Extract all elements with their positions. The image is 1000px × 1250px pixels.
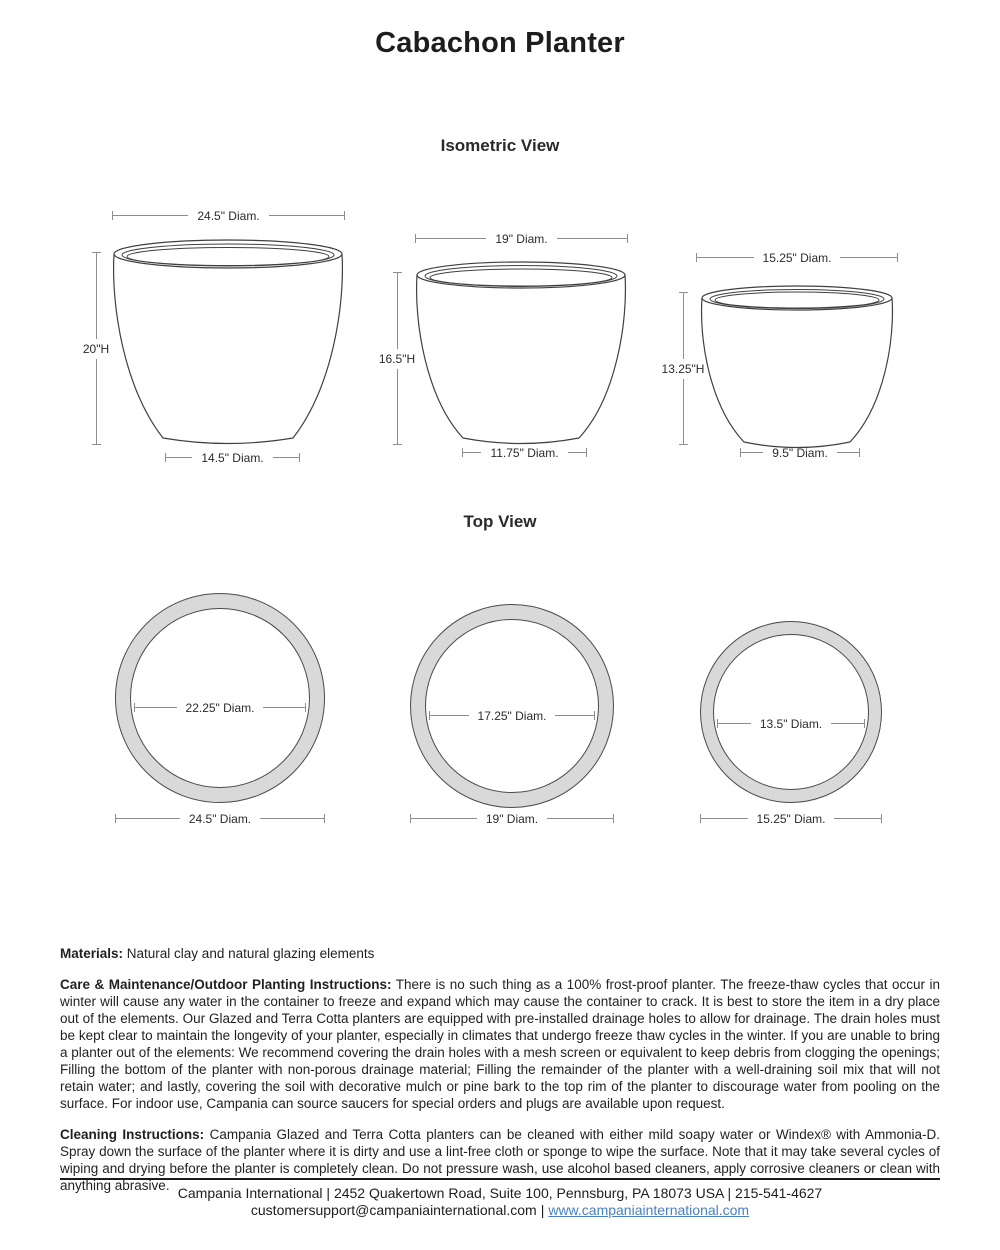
dimension-label: 14.5" Diam.	[201, 450, 264, 465]
footer-address-line: Campania International | 2452 Quakertown Road, Suite 100, Pennsburg, PA 18073 USA | 215-541-4627	[177, 1185, 823, 1201]
footer-contact-line	[60, 1202, 940, 1219]
dimension-line	[555, 715, 594, 716]
dimension-line	[557, 238, 627, 239]
dimension-label: 11.75" Diam.	[490, 445, 559, 460]
isometric-view-heading: Isometric View	[440, 136, 560, 155]
dimension-top-diameter-small	[696, 250, 898, 265]
dimension-label: 24.5" Diam.	[188, 811, 252, 826]
dimension-tick	[864, 719, 865, 728]
dimension-bottom-diameter-large	[165, 450, 300, 465]
dimension-label: 19" Diam.	[495, 231, 548, 246]
dimension-outer-diameter-medium	[410, 811, 614, 826]
dimension-line	[397, 369, 398, 445]
dimension-line	[96, 253, 97, 339]
dimension-label: 15.25" Diam.	[756, 811, 826, 826]
footer-email: customersupport@campaniainternational.com	[250, 1202, 537, 1218]
dimension-tick	[324, 814, 325, 823]
dimension-tick	[627, 234, 628, 243]
dimension-line	[269, 215, 344, 216]
dimension-line	[701, 818, 748, 819]
dimension-label: 9.5" Diam.	[772, 445, 828, 460]
dimension-line	[273, 457, 299, 458]
materials-text: Natural clay and natural glazing elements	[123, 946, 375, 961]
dimension-tick	[679, 444, 688, 445]
care-label: Care & Maintenance/Outdoor Planting Instructions:	[60, 977, 392, 992]
dimension-line	[840, 257, 897, 258]
dimension-height-large	[64, 252, 128, 445]
dimension-tick	[897, 253, 898, 262]
dimension-line	[263, 707, 305, 708]
dimension-inner-diameter-large	[134, 700, 306, 715]
footer-website-link[interactable]: www.campaniainternational.com	[548, 1202, 750, 1218]
dimension-line	[831, 723, 864, 724]
dimension-line	[463, 452, 481, 453]
dimension-top-diameter-medium	[415, 231, 628, 246]
dimension-height-small	[651, 292, 715, 445]
cleaning-label: Cleaning Instructions:	[60, 1127, 205, 1142]
top-view-ring-inner-large	[130, 608, 310, 788]
planter-body	[417, 275, 626, 444]
dimension-line	[683, 293, 684, 359]
dimension-label: 15.25" Diam.	[762, 250, 832, 265]
planter-body	[114, 254, 343, 444]
dimension-line	[96, 359, 97, 445]
dimension-outer-diameter-small	[700, 811, 882, 826]
dimension-line	[718, 723, 751, 724]
page-title: Cabachon Planter	[375, 27, 625, 59]
dimension-tick	[299, 453, 300, 462]
dimension-height-medium	[365, 272, 429, 445]
notes-section	[60, 945, 940, 1208]
dimension-line	[547, 818, 613, 819]
planter-drawing-large	[111, 238, 345, 450]
dimension-line	[568, 452, 586, 453]
dimension-tick	[344, 211, 345, 220]
top-view-ring-inner-small	[713, 634, 869, 790]
dimension-label: 13.25"H	[661, 361, 705, 376]
dimension-label: 22.25" Diam.	[185, 700, 255, 715]
dimension-line	[397, 273, 398, 349]
dimension-label: 19" Diam.	[485, 811, 539, 826]
dimension-tick	[586, 448, 587, 457]
dimension-inner-diameter-small	[717, 716, 865, 731]
dimension-tick	[305, 703, 306, 712]
planter-drawing-small	[699, 284, 895, 452]
dimension-line	[135, 707, 177, 708]
materials-paragraph	[60, 945, 940, 962]
planter-body	[702, 298, 893, 448]
dimension-line	[113, 215, 188, 216]
dimension-line	[116, 818, 180, 819]
dimension-bottom-diameter-medium	[462, 445, 587, 460]
dimension-line	[697, 257, 754, 258]
care-paragraph	[60, 976, 940, 1112]
dimension-line	[416, 238, 486, 239]
dimension-inner-diameter-medium	[429, 708, 595, 723]
dimension-label: 13.5" Diam.	[759, 716, 823, 731]
dimension-line	[166, 457, 192, 458]
dimension-tick	[393, 444, 402, 445]
dimension-outer-diameter-large	[115, 811, 325, 826]
dimension-line	[411, 818, 477, 819]
footer-separator: |	[540, 1202, 545, 1218]
planter-drawing-medium	[414, 260, 628, 450]
cleaning-text: Campania Glazed and Terra Cotta planters can be cleaned with either mild soapy water or Windex® with Ammonia-D. Spray down the surface of the planter where it is dirty and use a lint-free cloth or sponge to wipe the surface. Note that it may take several cycles of wiping and drying before the planter is completely clean. Do not pressure wash, use alcohol based cleaners, apply corrosive cleaners or clean with anything abrasive.	[60, 1127, 940, 1193]
dimension-line	[683, 379, 684, 445]
dimension-tick	[92, 444, 101, 445]
top-view-heading: Top View	[463, 512, 537, 531]
dimension-label: 17.25" Diam.	[477, 708, 547, 723]
dimension-label: 16.5"H	[378, 351, 416, 366]
dimension-tick	[594, 711, 595, 720]
dimension-line	[430, 715, 469, 716]
dimension-label: 24.5" Diam.	[197, 208, 260, 223]
materials-label: Materials:	[60, 946, 124, 961]
dimension-line	[837, 452, 859, 453]
dimension-line	[260, 818, 324, 819]
dimension-tick	[859, 448, 860, 457]
care-text: There is no such thing as a 100% frost-proof planter. The freeze-thaw cycles that occur in winter will cause any water in the container to freeze and expand which may cause the container to crack. It is best to store the item in a dry place out of the elements. Our Glazed and Terra Cotta planters are equipped with pre-installed drainage holes to allow for drainage. The drain holes must be kept clear to maintain the longevity of your planter, especially in climates that undergo freeze thaw cycles in the winter. If you are unable to bring a planter out of the elements: We recommend covering the drain holes with a mesh screen or equivalent to keep debris from clogging the openings; Filling the bottom of the planter with non-porous drainage material; Filling the remainder of the planter with a well-draining soil mix that will not retain water; and lastly, covering the soil with decorative mulch or pine bark to the top rim of the planter to discourage water from pooling on the surface. For indoor use, Campania can source saucers for special orders and plugs are available upon request.	[60, 977, 940, 1111]
dimension-tick	[613, 814, 614, 823]
dimension-top-diameter-large	[112, 208, 345, 223]
dimension-tick	[881, 814, 882, 823]
top-view-ring-inner-medium	[425, 619, 599, 793]
dimension-label: 20"H	[82, 341, 110, 356]
dimension-line	[834, 818, 881, 819]
dimension-bottom-diameter-small	[740, 445, 860, 460]
footer	[60, 1178, 940, 1219]
dimension-line	[741, 452, 763, 453]
